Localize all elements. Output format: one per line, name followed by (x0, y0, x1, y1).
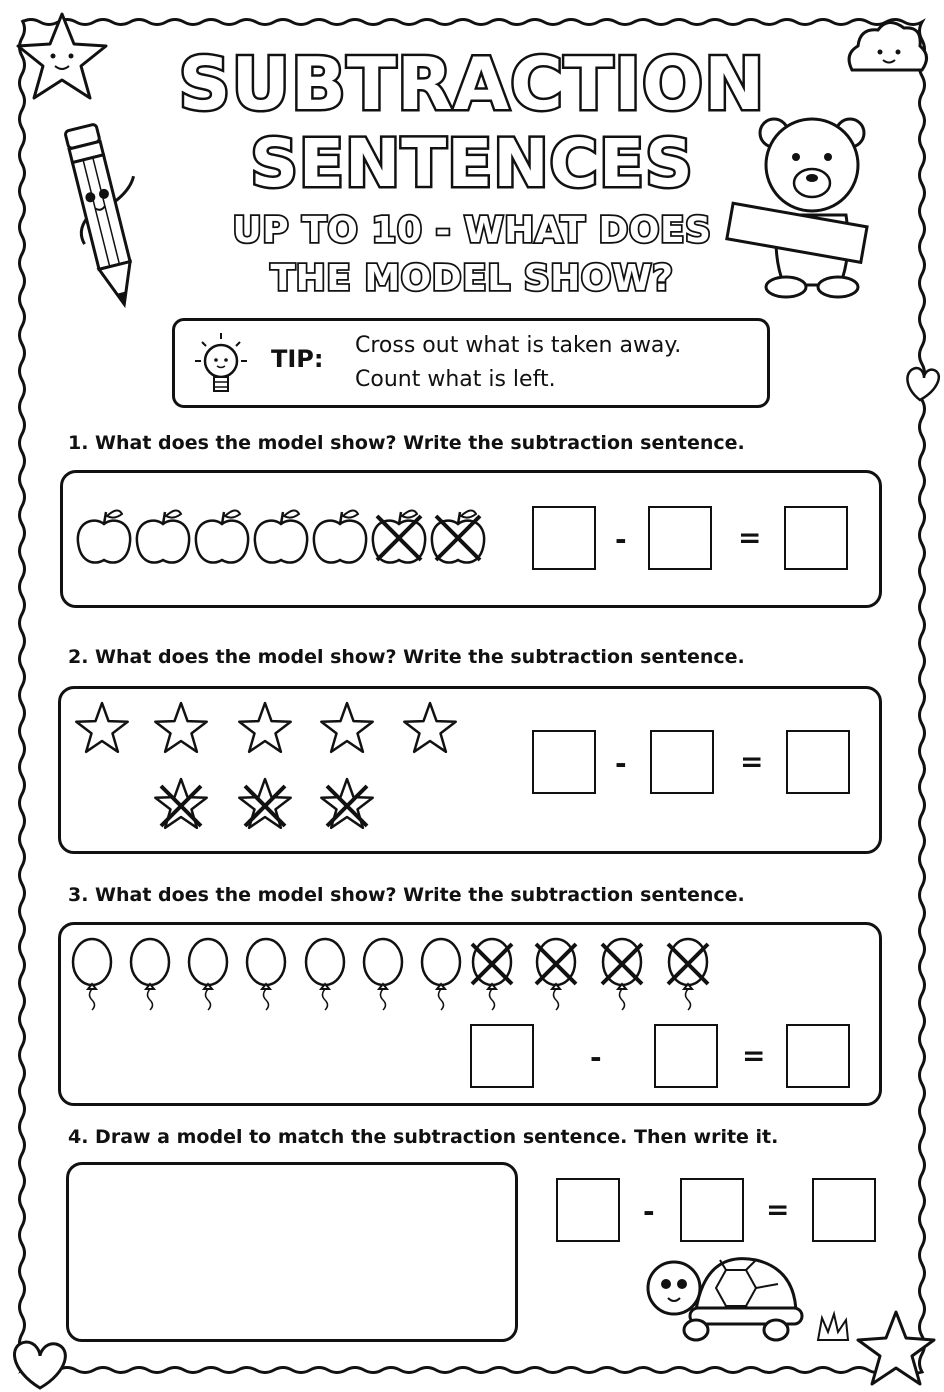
tip-text-line1: Cross out what is taken away. (355, 333, 682, 358)
tip-box (172, 318, 770, 408)
page-subtitle: UP TO 10 - WHAT DOES (232, 210, 712, 251)
equals-sign: = (766, 1193, 790, 1226)
question-2-title: 2. What does the model show? Write the subtraction sentence. (68, 646, 745, 668)
page-subtitle-line2: THE MODEL SHOW? (270, 258, 674, 299)
minus-sign: - (643, 1195, 655, 1228)
answer-box-subtract[interactable] (650, 730, 714, 794)
tip-label: TIP: (271, 345, 324, 373)
question-4-title: 4. Draw a model to match the subtraction sentence. Then write it. (68, 1126, 779, 1148)
answer-box-difference[interactable] (784, 506, 848, 570)
answer-box-subtract[interactable] (648, 506, 712, 570)
equals-sign: = (742, 1039, 766, 1072)
grass-icon (818, 1314, 848, 1340)
answer-box-total[interactable] (470, 1024, 534, 1088)
equals-sign: = (740, 745, 764, 778)
drawing-area[interactable] (66, 1162, 518, 1342)
tip-text-line2: Count what is left. (355, 367, 556, 392)
equals-sign: = (738, 521, 762, 554)
turtle-icon (648, 1259, 802, 1340)
answer-box-difference[interactable] (786, 1024, 850, 1088)
page-title-line2: SENTENCES (250, 125, 694, 202)
answer-box-subtract[interactable] (654, 1024, 718, 1088)
minus-sign: - (590, 1041, 602, 1074)
answer-box-total[interactable] (532, 506, 596, 570)
page-title: SUBTRACTION (178, 42, 766, 126)
heart-icon (14, 1342, 65, 1388)
question-3-title: 3. What does the model show? Write the subtraction sentence. (68, 884, 745, 906)
answer-box-difference[interactable] (786, 730, 850, 794)
answer-box-total[interactable] (532, 730, 596, 794)
answer-box-subtract[interactable] (680, 1178, 744, 1242)
question-1-title: 1. What does the model show? Write the subtraction sentence. (68, 432, 745, 454)
answer-box-total[interactable] (556, 1178, 620, 1242)
lightbulb-icon (185, 327, 255, 403)
minus-sign: - (615, 523, 627, 556)
answer-box-difference[interactable] (812, 1178, 876, 1242)
heart-icon (907, 368, 938, 400)
minus-sign: - (615, 747, 627, 780)
star-icon (858, 1312, 934, 1384)
